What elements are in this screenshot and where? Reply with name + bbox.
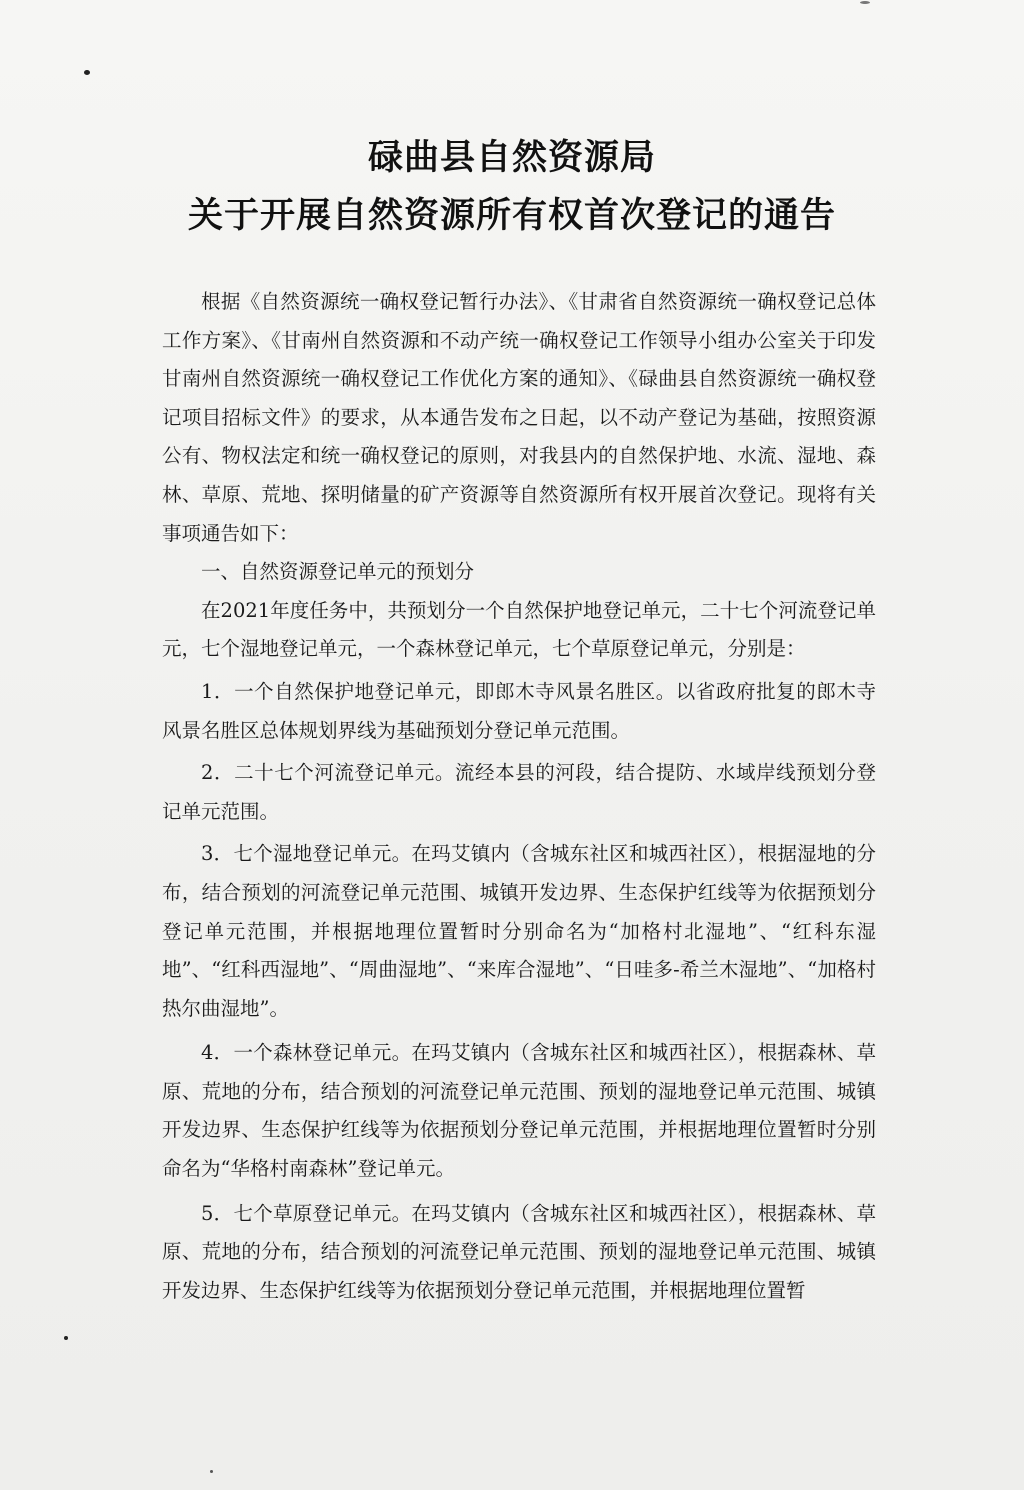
scan-speck [64, 1336, 68, 1340]
scan-speck [210, 1470, 213, 1473]
paragraph-overview: 在2021年度任务中，共预划分一个自然保护地登记单元，二十七个河流登记单元，七个湿地登记单元，一个森林登记单元，七个草原登记单元，分别是： [162, 598, 876, 661]
paragraph-item-2: 2．二十七个河流登记单元。流经本县的河段，结合提防、水域岸线预划分登记单元范围。 [162, 761, 876, 823]
document-title-line1: 碌曲县自然资源局 [367, 138, 656, 178]
paragraph-item-3: 3．七个湿地登记单元。在玛艾镇内（含城东社区和城西社区），根据湿地的分布，结合预划的河流登记单元范围、城镇开发边界、生态保护红线等为依据预划分登记单元范围，并根据地理位置暂时分别命名为“加格村北湿地”、“红科东湿地”、“红科西湿地”、“周曲湿地”、“来库合湿地”、“日哇多-希兰木湿地”、“加格村热尔曲湿地”。 [162, 842, 876, 1020]
scan-speck [84, 70, 90, 75]
document-body [162, 283, 876, 1310]
section-heading: 一、自然资源登记单元的预划分 [201, 560, 475, 584]
paragraph-intro: 根据《自然资源统一确权登记暂行办法》、《甘肃省自然资源统一确权登记总体工作方案》、《甘南州自然资源和不动产统一确权登记工作领导小组办公室关于印发甘南州自然资源统一确权登记工作优化方案的通知》、《碌曲县自然资源统一确权登记项目招标文件》的要求，从本通告发布之日起，以不动产登记为基础，按照资源公有、物权法定和统一确权登记的原则，对我县内的自然保护地、水流、湿地、森林、草原、荒地、探明储量的矿产资源等自然资源所有权开展首次登记。现将有关事项通告如下： [162, 290, 876, 545]
paragraph-item-5: 5．七个草原登记单元。在玛艾镇内（含城东社区和城西社区），根据森林、草原、荒地的分布，结合预划的河流登记单元范围、预划的湿地登记单元范围、城镇开发边界、生态保护红线等为依据预划分登记单元范围，并根据地理位置暂 [162, 1201, 876, 1302]
scan-speck [860, 1, 870, 4]
paragraph-item-4: 4．一个森林登记单元。在玛艾镇内（含城东社区和城西社区），根据森林、草原、荒地的分布，结合预划的河流登记单元范围、预划的湿地登记单元范围、城镇开发边界、生态保护红线等为依据预划分登记单元范围，并根据地理位置暂时分别命名为“华格村南森林”登记单元。 [162, 1041, 876, 1181]
paragraph-item-1: 1．一个自然保护地登记单元，即郎木寺风景名胜区。以省政府批复的郎木寺风景名胜区总体规划界线为基础预划分登记单元范围。 [162, 679, 876, 742]
document-title-line2: 关于开展自然资源所有权首次登记的通告 [187, 196, 836, 236]
